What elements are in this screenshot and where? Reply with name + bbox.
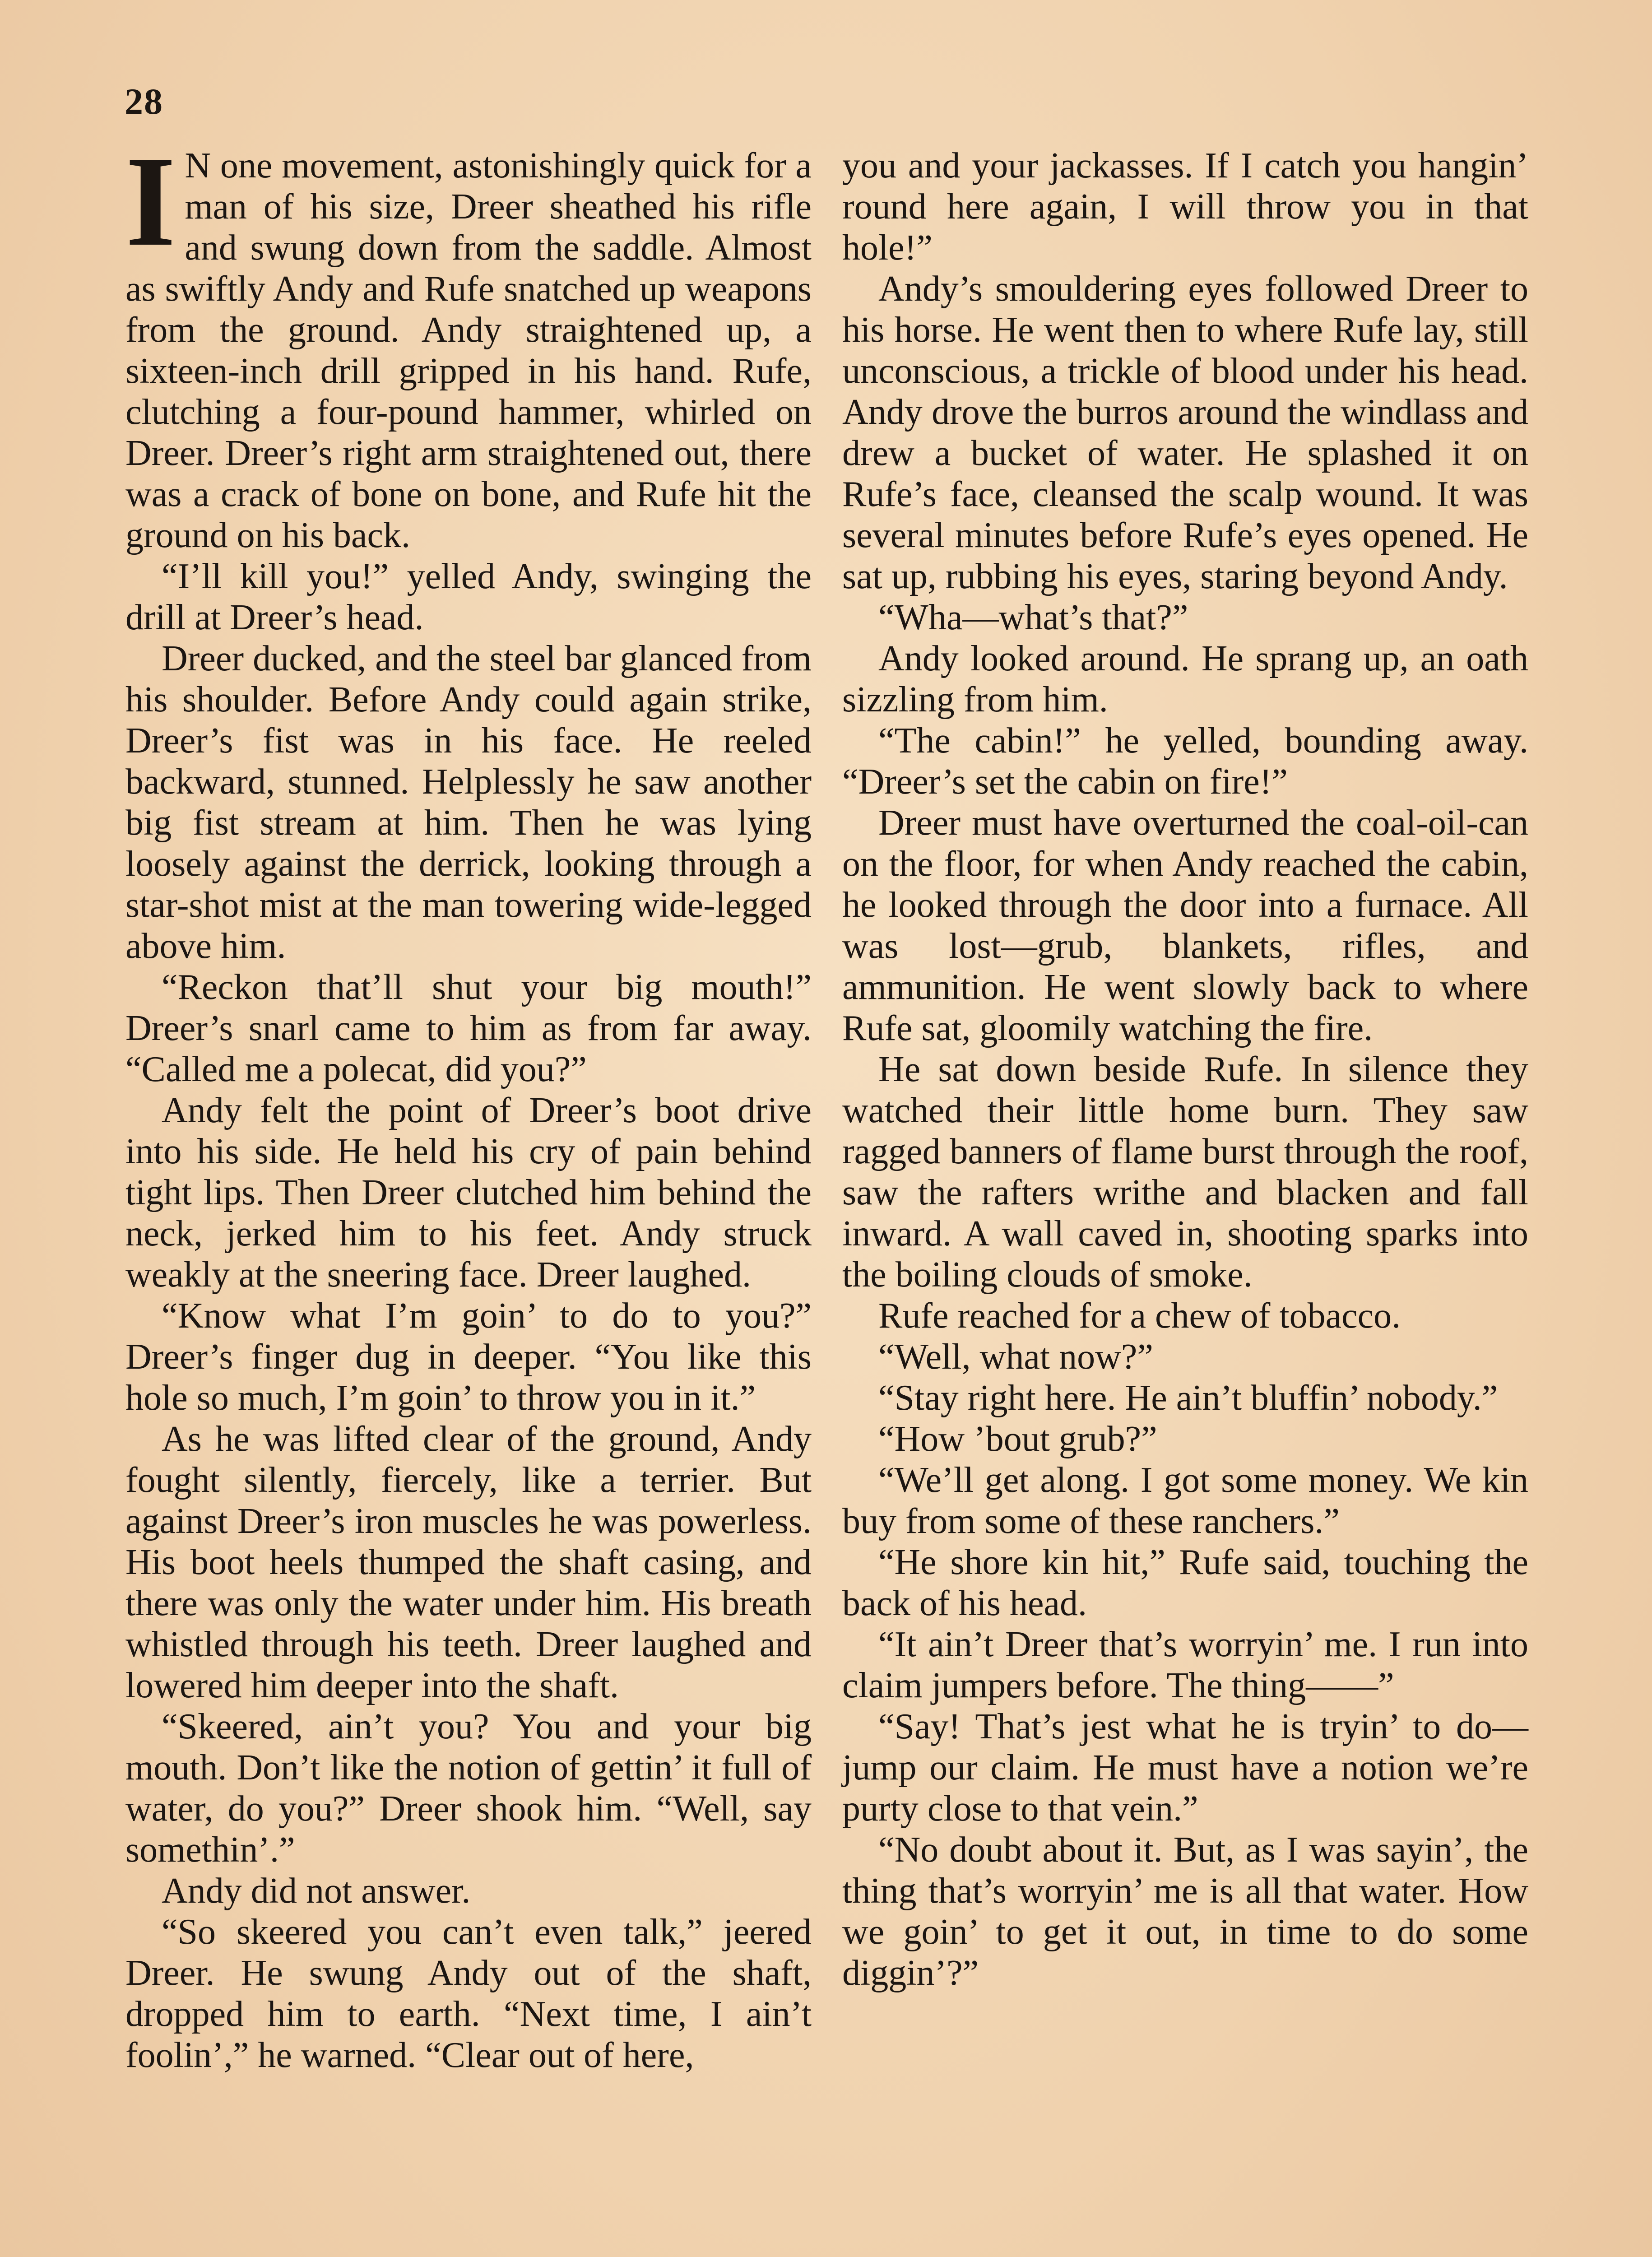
paragraph: “I’ll kill you!” yelled Andy, swinging the drill at Dreer’s head. [125,557,812,637]
paragraph: “We’ll get along. I got some money. We kin buy from some of these ranchers.” [842,1460,1528,1541]
paragraph: Andy did not answer. [162,1871,471,1911]
paragraph: “Reckon that’ll shut your big mouth!” Dreer’s snarl came to him as from far away. “Called me a polecat, did you?” [125,967,812,1089]
paragraph: “Well, what now?” [878,1337,1153,1377]
paragraph: He sat down beside Rufe. In silence they watched their little home burn. They saw ragged banners of flame burst through the roof, saw the rafters writhe and blacken and fall inward. A wall caved in, shooting sparks into the boiling clouds of smoke. [842,1050,1528,1295]
right-column [842,145,1528,1994]
paragraph: “He shore kin hit,” Rufe said, touching the back of his head. [842,1542,1528,1623]
paragraph: “How ’bout grub?” [878,1419,1157,1459]
paragraph: Andy looked around. He sprang up, an oath sizzling from him. [842,639,1528,720]
paragraph: “So skeered you can’t even talk,” jeered Dreer. He swung Andy out of the shaft, dropped him to earth. “Next time, I ain’t foolin’,” he warned. “Clear out of here, [125,1912,812,2075]
paragraph: you and your jackasses. If I catch you hangin’ round here again, I will throw you in that hole!” [842,146,1528,268]
page-number: 28 [125,81,163,122]
paragraph: “Wha—what’s that?” [878,598,1188,637]
paragraph: “Say! That’s jest what he is tryin’ to do—jump our claim. He must have a notion we’re purty close to that vein.” [842,1707,1528,1829]
paragraph: “Know what I’m goin’ to do to you?” Dreer’s finger dug in deeper. “You like this hole so much, I’m goin’ to throw you in it.” [125,1296,812,1418]
paragraph: “No doubt about it. But, as I was sayin’, the thing that’s worryin’ me is all that water. How we goin’ to get it out, in time to do some diggin’?” [842,1830,1528,1993]
paragraph: “Skeered, ain’t you? You and your big mouth. Don’t like the notion of gettin’ it full of water, do you?” Dreer shook him. “Well, say somethin’.” [125,1707,812,1870]
paragraph: Rufe reached for a chew of tobacco. [878,1296,1401,1336]
paragraph: Andy’s smouldering eyes followed Dreer to his horse. He went then to where Rufe lay, still unconscious, a trickle of blood under his head. Andy drove the burros around the windlass and drew a bucket of water. He splashed it on Rufe’s face, cleansed the scalp wound. It was several minutes before Rufe’s eyes opened. He sat up, rubbing his eyes, staring beyond Andy. [842,269,1528,596]
paragraph-text: N one movement, astonishingly quick for a man of his size, Dreer sheathed his rifle and swung down from the saddle. Almost as swiftly Andy and Rufe snatched up weapons from the ground. Andy straightened up, a sixteen-inch drill gripped in his hand. Rufe, clutching a four-pound hammer, whirled on Dreer. Dreer’s right arm straightened out, there was a crack of bone on bone, and Rufe hit the ground on his back. [125,146,812,555]
paragraph: As he was lifted clear of the ground, Andy fought silently, fiercely, like a terrier. But against Dreer’s iron muscles he was powerless. His boot heels thumped the shaft casing, and there was only the water under him. His breath whistled through his teeth. Dreer laughed and lowered him deeper into the shaft. [125,1419,812,1705]
left-column [125,130,812,2076]
opening-paragraph [125,130,812,556]
paragraph: Dreer ducked, and the steel bar glanced from his shoulder. Before Andy could again strike, Dreer’s fist was in his face. He reeled backward, stunned. Helplessly he saw another big fist stream at him. Then he was lying loosely against the derrick, looking through a star-shot mist at the man towering wide-legged above him. [125,639,812,966]
paragraph: “The cabin!” he yelled, bounding away. “Dreer’s set the cabin on fire!” [842,721,1528,802]
drop-cap: I [125,130,176,273]
paragraph: “It ain’t Dreer that’s worryin’ me. I run into claim jumpers before. The thing——” [842,1625,1528,1705]
paragraph: Andy felt the point of Dreer’s boot drive into his side. He held his cry of pain behind tight lips. Then Dreer clutched him behind the neck, jerked him to his feet. Andy struck weakly at the sneering face. Dreer laughed. [125,1091,812,1295]
paragraph: “Stay right here. He ain’t bluffin’ nobody.” [878,1378,1498,1418]
paragraph: Dreer must have overturned the coal-oil-can on the floor, for when Andy reached the cabin, he looked through the door into a furnace. All was lost—grub, blankets, rifles, and ammunition. He went slowly back to where Rufe sat, gloomily watching the fire. [842,803,1528,1048]
